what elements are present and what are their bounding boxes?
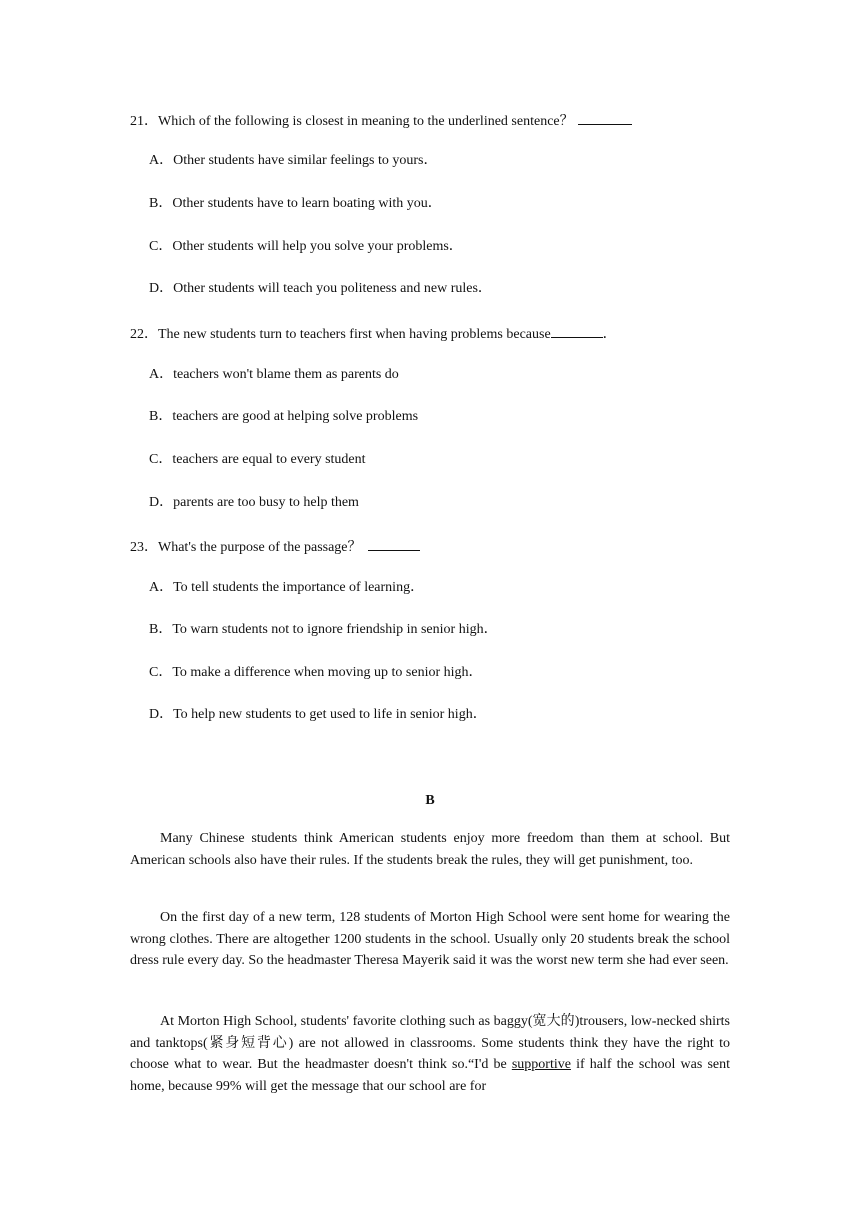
- question-22: [130, 323, 617, 344]
- section-title: B: [425, 793, 435, 808]
- answer-blank: [368, 536, 420, 551]
- passage-paragraph-1: Many Chinese students think American students enjoy more freedom than them at school. But American schools also have their rules. If the students break the rules, they will get punishment, too.: [130, 831, 730, 868]
- option-21-b: B．Other students have to learn boating with you．: [149, 196, 442, 211]
- question-21: [130, 110, 632, 131]
- question-23: [130, 536, 420, 557]
- option-22-c: C．teachers are equal to every student: [149, 452, 366, 467]
- option-22-b: B．teachers are good at helping solve problems: [149, 409, 419, 424]
- option-23-a: A．To tell students the importance of learning．: [149, 580, 425, 595]
- answer-blank: [551, 323, 603, 338]
- option-23-c: C．To make a difference when moving up to senior high．: [149, 665, 483, 680]
- question-trail: ．: [602, 327, 617, 342]
- option-22-a: A．teachers won't blame them as parents do: [149, 367, 399, 382]
- option-23-d: D．To help new students to get used to life in senior high．: [149, 707, 487, 722]
- question-text: What's the purpose of the passage？: [158, 540, 362, 555]
- option-21-d: D．Other students will teach you politeness and new rules．: [149, 281, 492, 296]
- option-22-d: D．parents are too busy to help them: [149, 495, 359, 510]
- paragraph-text: At Morton High School, students' favorite clothing such as baggy(宽大的)trousers, low-necked shirts and tanktops(紧身短背心) are not allowed in classrooms. Some students think they have the right to choose what to wear. But the headmaster doesn't think so.“I'd be: [130, 1014, 730, 1072]
- question-text: Which of the following is closest in meaning to the underlined sentence？: [158, 114, 574, 129]
- underlined-word: supportive: [511, 1057, 571, 1072]
- question-text: The new students turn to teachers first when having problems because: [158, 327, 551, 342]
- passage-paragraph-3: [130, 1011, 730, 1097]
- option-21-c: C．Other students will help you solve your problems．: [149, 239, 463, 254]
- answer-blank: [578, 110, 632, 125]
- question-number: 23．: [130, 540, 158, 555]
- option-21-a: A．Other students have similar feelings to yours．: [149, 153, 438, 168]
- option-23-b: B．To warn students not to ignore friendship in senior high．: [149, 622, 498, 637]
- passage-paragraph-2: On the first day of a new term, 128 students of Morton High School were sent home for wearing the wrong clothes. There are altogether 1200 students in the school. Usually only 20 students break the school dress rule every day. So the headmaster Theresa Mayerik said it was the worst new term she had ever seen.: [130, 910, 730, 968]
- question-number: 22．: [130, 327, 158, 342]
- question-number: 21．: [130, 114, 158, 129]
- paragraph-text: if half the school was sent home, because 99% will get the message that our school are for: [130, 1057, 731, 1094]
